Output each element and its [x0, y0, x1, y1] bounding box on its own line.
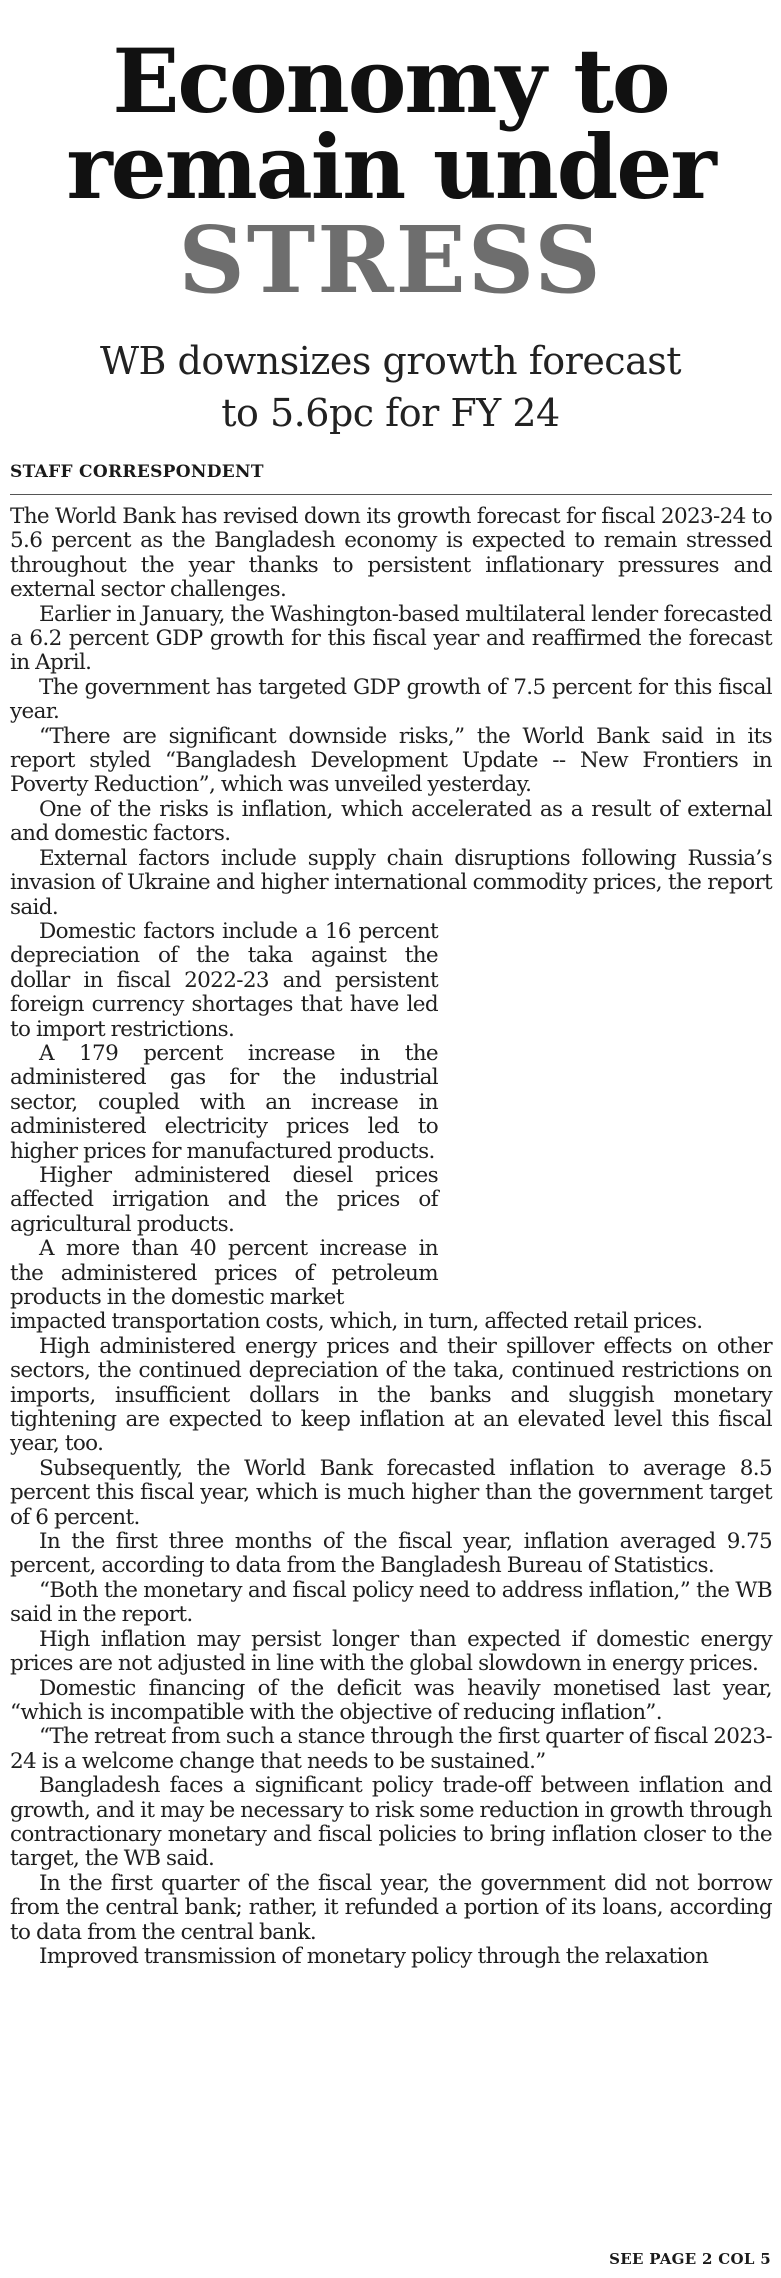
paragraph: Domestic financing of the deficit was heavily monetised last year, “which is incompatible with the objective of reducing inflation”.: [10, 1675, 772, 1725]
continuation-jump-line: SEE PAGE 2 COL 5: [609, 2250, 771, 2268]
paragraph: Improved transmission of monetary policy through the relaxation: [39, 1943, 709, 1969]
paragraph: The World Bank has revised down its growth forecast for fiscal 2023-24 to 5.6 percent as the Bangladesh economy is expected to remain stressed throughout the year thanks to persistent inflationary pressures and external sector challenges.: [10, 504, 772, 603]
headline: [0, 29, 781, 314]
headline-line-1: Economy to: [112, 29, 669, 133]
paragraph: A more than 40 percent increase in the administered prices of petroleum products in the domestic market: [10, 1236, 438, 1310]
paragraph: High inflation may persist longer than expected if domestic energy prices are not adjusted in line with the global slowdown in energy prices.: [10, 1626, 772, 1677]
paragraph: Earlier in January, the Washington-based multilateral lender forecasted a 6.2 percent GDP growth for this fiscal year and reaffirmed the forecast in April.: [10, 601, 772, 676]
paragraph: A 179 percent increase in the administered gas for the industrial sector, coupled with an increase in administered electricity prices led to higher prices for manufactured products.: [10, 1040, 438, 1164]
subheadline: [0, 335, 781, 439]
paragraph: The government has targeted GDP growth of 7.5 percent for this fiscal year.: [10, 674, 772, 725]
paragraph: Higher administered diesel prices affected irrigation and the prices of agricultural products.: [10, 1162, 438, 1237]
paragraph: External factors include supply chain disruptions following Russia’s invasion of Ukraine and higher international commodity prices, the report said.: [10, 845, 772, 920]
paragraph: Subsequently, the World Bank forecasted inflation to average 8.5 percent this fiscal year, which is much higher than the government target of 6 percent.: [10, 1455, 772, 1530]
headline-stress-word: STRESS: [178, 206, 603, 314]
paragraph: “The retreat from such a stance through the first quarter of fiscal 2023-24 is a welcome change that needs to be sustained.”: [10, 1724, 772, 1774]
byline: STAFF CORRESPONDENT: [10, 462, 264, 482]
narrow-column-block: [10, 920, 438, 1311]
subheadline-line-2: to 5.6pc for FY 24: [221, 391, 560, 435]
paragraph: Domestic factors include a 16 percent depreciation of the taka against the dollar in fiscal 2022-23 and persistent foreign currency shortages that have led to import restrictions.: [10, 918, 438, 1042]
paragraph-continued: impacted transportation costs, which, in turn, affected retail prices.: [10, 1309, 703, 1335]
paragraph: In the first quarter of the fiscal year, the government did not borrow from the central bank; rather, it refunded a portion of its loans, according to data from the central bank.: [10, 1870, 772, 1945]
paragraph: In the first three months of the fiscal year, inflation averaged 9.75 percent, according to data from the Bangladesh Bureau of Statistics.: [10, 1529, 772, 1579]
headline-line-2: remain under: [66, 115, 715, 219]
paragraph: Bangladesh faces a significant policy trade-off between inflation and growth, and it may be necessary to risk some reduction in growth through contractionary monetary and fiscal policies to bring inflation closer to the target, the WB said.: [10, 1773, 772, 1872]
byline-divider: [10, 494, 772, 495]
paragraph: High administered energy prices and their spillover effects on other sectors, the continued depreciation of the taka, continued restrictions on imports, insufficient dollars in the banks and sluggish monetary tightening are expected to keep inflation at an elevated level this fiscal year, too.: [10, 1333, 772, 1457]
paragraph: One of the risks is inflation, which accelerated as a result of external and domestic factors.: [10, 796, 772, 847]
subheadline-line-1: WB downsizes growth forecast: [99, 339, 682, 383]
article-body: [10, 505, 772, 1969]
paragraph: “There are significant downside risks,” the World Bank said in its report styled “Bangladesh Development Update -- New Frontiers in Poverty Reduction”, which was unveiled yesterday.: [10, 723, 772, 798]
paragraph: “Both the monetary and fiscal policy need to address inflation,” the WB said in the report.: [10, 1577, 772, 1628]
